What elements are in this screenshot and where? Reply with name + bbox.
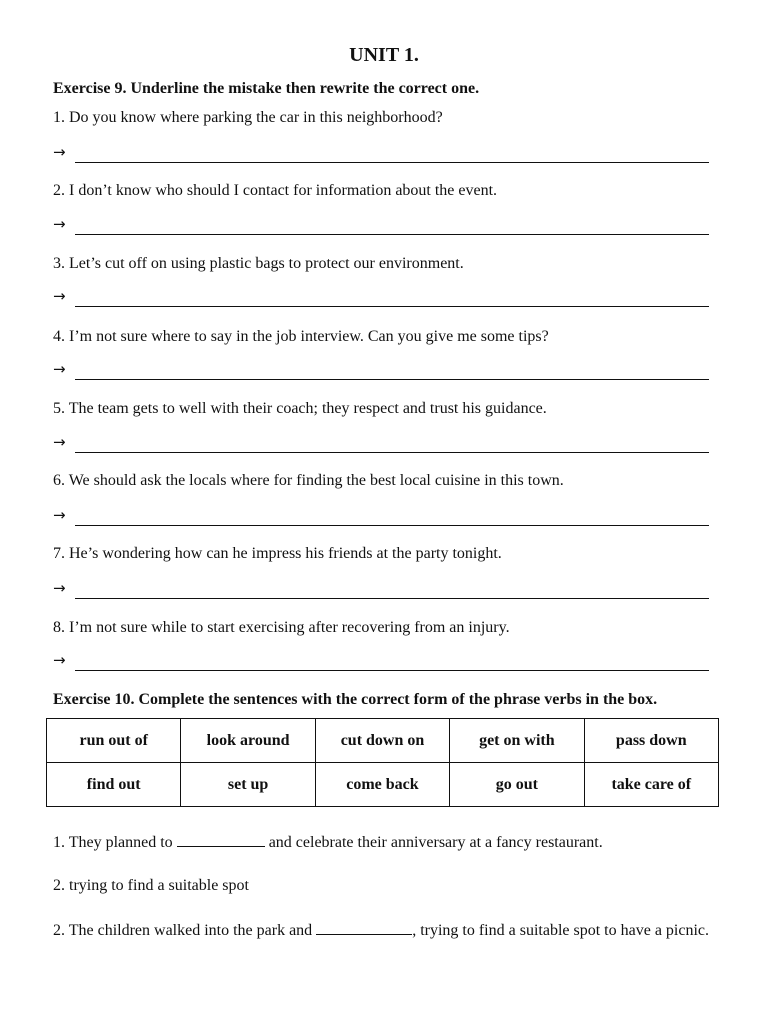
answer-line-6[interactable] [53, 506, 709, 528]
sentence-text: and celebrate their anniversary at a fancy restaurant. [268, 834, 603, 851]
arrow-icon: → [53, 433, 66, 451]
box-cell: pass down [584, 719, 718, 763]
fill-blank[interactable] [316, 920, 412, 935]
arrow-icon: → [53, 579, 66, 597]
box-row [47, 763, 719, 807]
sentence-text: 2. The children walked into the park and [53, 922, 313, 939]
answer-line-5[interactable] [53, 433, 709, 455]
page-title: UNIT 1. [349, 44, 419, 66]
box-cell: look around [181, 719, 315, 763]
arrow-icon: → [53, 651, 66, 669]
phrasal-verb-box [46, 718, 719, 807]
exercise-9-question-7: 7. He’s wondering how can he impress his friends at the party tonight. [53, 545, 502, 562]
exercise-10-sentence-2-fragment: 2. trying to find a suitable spot [53, 877, 249, 894]
exercise-9-question-8: 8. I’m not sure while to start exercising after recovering from an injury. [53, 619, 510, 636]
arrow-icon: → [53, 287, 66, 305]
exercise-9-question-4: 4. I’m not sure where to say in the job interview. Can you give me some tips? [53, 328, 549, 345]
exercise-10-sentence-1 [53, 832, 603, 852]
answer-underline [75, 452, 709, 453]
answer-line-8[interactable] [53, 651, 709, 673]
answer-underline [75, 525, 709, 526]
answer-underline [75, 306, 709, 307]
exercise-10-sentence-2 [53, 920, 733, 941]
exercise-9-heading: Exercise 9. Underline the mistake then rewrite the correct one. [53, 80, 480, 97]
answer-line-3[interactable] [53, 287, 709, 309]
exercise-10-heading: Exercise 10. Complete the sentences with the correct form of the phrase verbs in the box. [53, 691, 658, 708]
box-row [47, 719, 719, 763]
box-cell: cut down on [315, 719, 449, 763]
fill-blank[interactable] [177, 832, 265, 847]
box-cell: take care of [584, 763, 718, 807]
box-cell: go out [450, 763, 584, 807]
exercise-9-question-3: 3. Let’s cut off on using plastic bags to protect our environment. [53, 255, 464, 272]
answer-underline [75, 670, 709, 671]
box-cell: set up [181, 763, 315, 807]
answer-line-7[interactable] [53, 579, 709, 601]
answer-line-4[interactable] [53, 360, 709, 382]
sentence-text: 1. They planned to [53, 834, 173, 851]
answer-underline [75, 598, 709, 599]
answer-underline [75, 379, 709, 380]
exercise-9-question-6: 6. We should ask the locals where for finding the best local cuisine in this town. [53, 472, 564, 489]
answer-underline [75, 162, 709, 163]
box-cell: find out [47, 763, 181, 807]
arrow-icon: → [53, 215, 66, 233]
exercise-9-question-1: 1. Do you know where parking the car in this neighborhood? [53, 109, 443, 126]
answer-line-1[interactable] [53, 143, 709, 165]
box-cell: get on with [450, 719, 584, 763]
box-cell: run out of [47, 719, 181, 763]
arrow-icon: → [53, 143, 66, 161]
answer-underline [75, 234, 709, 235]
arrow-icon: → [53, 360, 66, 378]
exercise-9-question-5: 5. The team gets to well with their coach; they respect and trust his guidance. [53, 400, 547, 417]
arrow-icon: → [53, 506, 66, 524]
sentence-text: , trying to find a suitable spot to have a picnic. [412, 922, 710, 939]
exercise-9-question-2: 2. I don’t know who should I contact for information about the event. [53, 182, 498, 199]
answer-line-2[interactable] [53, 215, 709, 237]
box-cell: come back [315, 763, 449, 807]
